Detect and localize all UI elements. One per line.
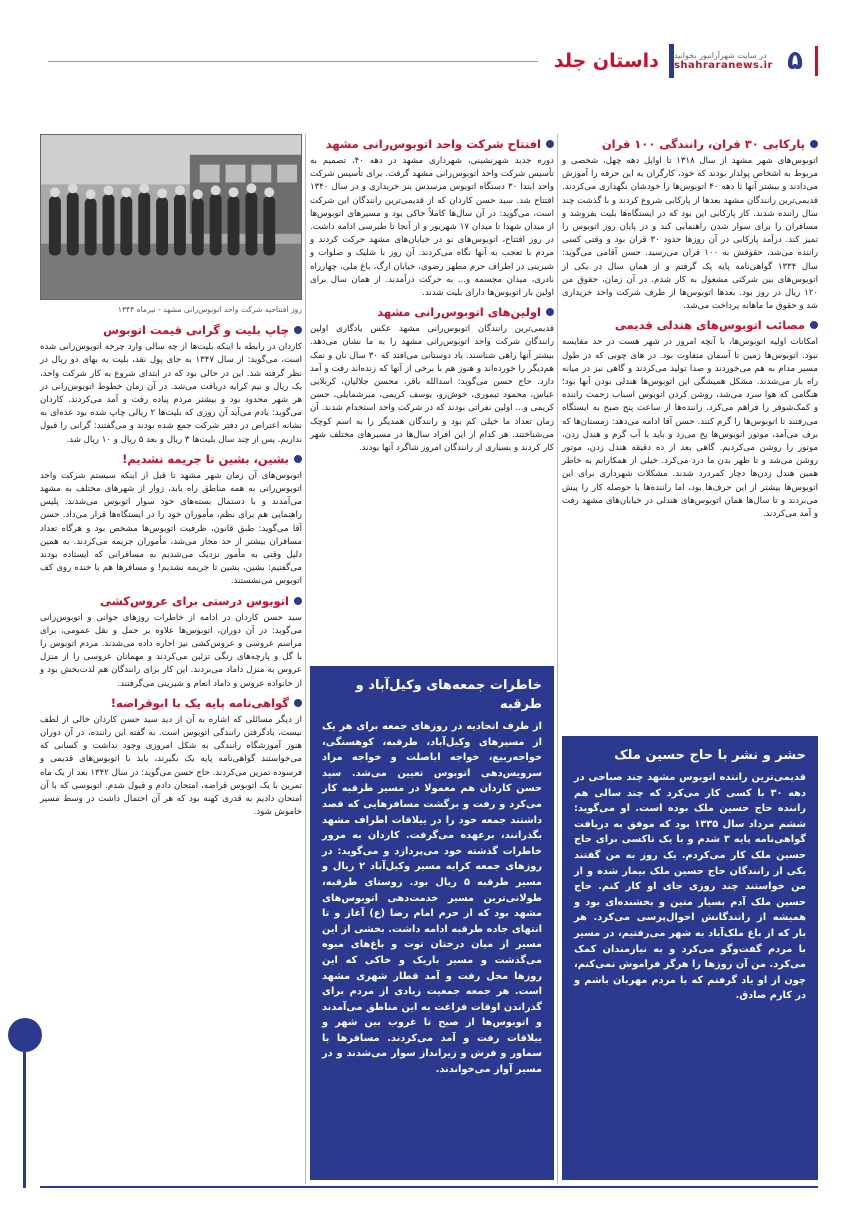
site-credit (674, 51, 773, 71)
article-column-left (40, 134, 302, 824)
heading-text: اتوبوس درستی برای عروس‌کشی (99, 593, 289, 608)
section-title: داستان جلد (553, 50, 659, 72)
paragraph: اتوبوس‌های آن زمان شهر مشهد تا قبل از اینکه سیستم شرکت واحد اتوبوس‌رانی به همه مناطق راه یابد، زوار از شهرهای مختلف به مشهد می‌آمدند و با دستمال بسته‌های خود سوار اتوبوس می‌شدند. پلیس راهنمایی هم برای نظم، مأموران خود را در ایستگاه‌ها قرار می‌داد. حسن آقا می‌گوید: طبق قانون، ظرفیت اتوبوس‌ها مشخص بود و هرگاه تعداد مسافران بیشتر از حد مجاز می‌شد، مأموران جریمه می‌کردند. به همین دلیل وقتی به مأمور نزدیک می‌شدیم به مسافرانی که ایستاده بودند می‌گفتیم: بشین، بشین تا جریمه نشدیم! و مسافرها هم با خنده روی کف اتوبوس می‌نشستند. (40, 470, 302, 587)
site-credit-label: در سایت شهرآرانیوز بخوانید (673, 51, 767, 60)
bullet-icon (294, 326, 302, 334)
section-label (546, 44, 674, 78)
section-heading (310, 304, 554, 320)
paragraph: قدیمی‌ترین رانندگان اتوبوس‌رانی مشهد عکس یادگاری اولین رانندگان شرکت واحد اتوبوس‌رانی مشهد را به ما نشان می‌دهد. بیشتر آنها راهی شناسند. یاد دوستانی می‌افتد که ۳۰ سال نان و نمک هم‌دیگر را خورده‌اند و هنوز هم با برخی از آنها که زنده‌اند رفت و آمد دارد. حاج حسن می‌گوید: اسدالله باقر، محسن جلالیان، کربلایی عباس، محمود تیموری، خوش‌رو، یوسف کریمی، میرشمایلی، حسن کریمی و... اولین نفراتی بودند که در شرکت واحد استخدام شدند. آن زمان تعداد ما خیلی کم بود و رانندگان همدیگر را به اسم کوچک می‌شناختند. هر کدام از این افراد سال‌ها در مسیرهای مختلف شهر کار کردند و بسیاری از رانندگان امروز شاگرد آنها بودند. (310, 324, 554, 454)
bullet-icon (810, 140, 818, 148)
paragraph: دوره جدید شهرنشینی، شهرداری مشهد در دهه ۴۰، تصمیم به تأسیس شرکت واحد اتوبوس‌رانی مشهد گرفت. برای تأسیس شرکت واحد ابتدا ۳۰ دستگاه اتوبوس مرسدس بنز خریداری و در سال ۱۳۴۰ افتتاح شد. سید حسن کاردان که از قدیمی‌ترین رانندگان این شرکت است، می‌گوید: در آن سال‌ها کاملاً خاکی بود و مسیرهای اتوبوس‌ها از میدان شهدا تا میدان ۱۷ شهریور و از آنجا تا طبرسی ادامه داشت. در روز افتتاح، اتوبوس‌های نو در خیابان‌های مشهد حرکت کردند و مردم با تعجب به آنها نگاه می‌کردند. آن روز با شلیک و صلوات و شیرینی در اطراف حرم مطهر رضوی، خیابان ارگ، باغ ملی، چهارراه نادری، میدان مجسمه و... به حرکت درآمدند. از همان سال برای اولین بار اتوبوس‌ها دارای بلیت شدند. (310, 156, 554, 299)
decorative-line (23, 1052, 26, 1188)
bullet-icon (546, 140, 554, 148)
bullet-icon (294, 455, 302, 463)
article-column-middle (310, 134, 554, 459)
section-heading (562, 317, 818, 333)
header-accent-bar (815, 46, 818, 76)
box-title: حشر و نشر با حاج حسین ملک (614, 748, 806, 763)
column-divider (557, 134, 558, 1184)
bus-group-photo-icon (41, 135, 301, 299)
bullet-icon (294, 699, 302, 707)
paragraph: سید حسن کاردان در ادامه از خاطرات روزهای جوانی و اتوبوس‌رانی می‌گوید: در آن دوران، اتوبوس‌ها علاوه بر حمل و نقل عمومی، برای مراسم عروسی و عروس‌کشی نیز اجاره داده می‌شدند. مردم اتوبوس را با گل و پارچه‌های رنگی تزئین می‌کردند و مهمانان عروسی را از منزل عروس به منزل داماد می‌بردند. این کار برای رانندگان هم لذت‌بخش بود و از خانواده عروس و داماد انعام و شیرینی می‌گرفتند. (40, 612, 302, 689)
section-heading (40, 451, 302, 467)
photo-caption: روز افتتاحیه شرکت واحد اتوبوس‌رانی مشهد - تیرماه ۱۳۴۴ (117, 305, 302, 314)
heading-text: مصائب اتوبوس‌های هندلی قدیمی (614, 318, 805, 333)
header-rule (48, 61, 538, 62)
bullet-icon (294, 597, 302, 605)
archive-photo (40, 134, 302, 300)
section-heading (40, 695, 302, 711)
section-heading (310, 136, 554, 152)
site-url[interactable]: shahraranews.ir (673, 60, 773, 71)
section-heading (40, 593, 302, 609)
paragraph: امکانات اولیه اتوبوس‌ها، با آنچه امروز در شهر هست در حد مقایسه نبود. اتوبوس‌ها زمین تا آسمان متفاوت بود. در های چوبی که در طول مسیر مدام به هم می‌خوردند و صدا تولید می‌کردند و گاهی نیز در میانه راه باز می‌شدند. مشکل همیشگی این اتوبوس‌ها هندلی بودن آنها بود؛ هنگامی که هوا سرد می‌شد، روشن کردن اتوبوس اسباب زحمت راننده و کمک‌شوفر را فراهم می‌کرد. راننده‌ها از ساعت پنج صبح به ایستگاه می‌رفتند تا اتوبوس‌ها را گرم کنند. حسن آقا ادامه می‌دهد: زمستان‌ها که برف می‌آمد، موتور اتوبوس‌ها یخ می‌زد و باید با آب گرم و هندل زدن، موتور را روشن می‌کردیم. گاهی بعد از ده دقیقه هندل زدن، موتور روشن می‌شد و تا ظهر بدن ما درد می‌کرد. خیلی از همکارانم به خاطر همین هندل زدن‌ها دچار کمردرد شدند. مشکلات شهرداری برای این اتوبوس‌ها بیشتر از این حرف‌ها بود، اما راننده‌ها با حوصله کار را پیش می‌بردند و تا سال‌ها همان اتوبوس‌های هندلی در خیابان‌های مشهد رفت و آمد می‌کردند. (562, 337, 818, 520)
sidebar-box-memories (310, 666, 554, 1180)
page-header (40, 40, 818, 82)
column-divider (305, 134, 306, 1184)
paragraph: کاردان در رابطه با اینکه بلیت‌ها از چه سالی وارد چرخه اتوبوس‌رانی شده است، می‌گوید: از سال ۱۳۴۷ به جای پول نقد، بلیت به بهای دو ریال در نظر گرفته شد. این در حالی بود که در ابتدای شروع به کار شرکت واحد، یک ریال و نیم کرایه دریافت می‌شد. در آن زمان خطوط اتوبوس‌رانی در هر شهر محدود بود و بیشتر مردم پیاده رفت و آمد می‌کردند. کاردان می‌گوید: یادم می‌آید آن روزی که بلیت‌ها ۲ ریالی چاپ شده بود عده‌ای به نشانه اعتراض در دفتر شرکت جمع شده بودند و می‌گفتند: گرانی را قبول نداریم. پس از چند سال بلیت‌ها ۳ ریال و بعد ۵ ریال و ۱۰ ریال شد. (40, 342, 302, 445)
heading-text: اولین‌های اتوبوس‌رانی مشهد (377, 305, 541, 320)
box-title: خاطرات جمعه‌های وکیل‌آباد و طرقبه (355, 678, 542, 712)
sidebar-box-haj-hossein (562, 736, 818, 1180)
bullet-icon (546, 308, 554, 316)
page-number: ۵ (787, 46, 803, 76)
decorative-circle-icon (8, 1018, 42, 1052)
heading-text: پارکابی ۳۰ قران، رانندگی ۱۰۰ قران (601, 137, 805, 151)
box-body: قدیمی‌ترین راننده اتوبوس مشهد چند صباحی در دهه ۳۰ با کسی کار می‌کرد که چند سالی هم راننده حاج حسین ملک بوده است. او می‌گوید: ششم مرداد سال ۱۳۳۵ بود که موفق به دریافت گواهی‌نامه پایه ۳ شدم و با یک تاکسی برای حاج حسین ملک کار می‌کردم. یک روز به من گفتند یکی از رانندگان حاج حسین ملک بیمار شده و از من خواستند چند روزی جای او کار کنم. حاج حسین ملک آدم بسیار متین و بخشنده‌ای بود و همیشه از رانندگانش احوال‌پرسی می‌کرد. هر بار که از باغ ملک‌آباد به شهر می‌رفتیم، در مسیر با مردم گفت‌وگو می‌کرد و به نیازمندان کمک می‌کرد. من آن روزها را هرگز فراموش نمی‌کنم، چون از او یاد گرفتم که با مردم مهربان باشم و در کارم صادق. (574, 772, 806, 1002)
heading-text: چاپ بلیت و گرانی قیمت اتوبوس (103, 323, 289, 338)
heading-text: گواهی‌نامه پایه یک با ابوقراضه! (110, 695, 289, 710)
paragraph: اتوبوس‌های شهر مشهد از سال ۱۳۱۸ تا اوایل دهه چهل، شخصی و مربوط به اشخاص پولدار بودند که خود، کارگران به این حرفه را آموزش می‌دادند و بیشتر آنها تا دهه ۴۰ اتوبوس‌ها را خودشان نگهداری می‌کردند. قدیمی‌ترین رانندگان مشهد بعدها از پارکابی شروع کردند و با گذشت چند سال راننده شدند. کار پارکابی این بود که در ایستگاه‌ها بلیت بفروشد و مسافران را برای سوار شدن راهنمایی کند و در پایان روز اتوبوس را تمیز کند. درآمد پارکابی در آن روزها حدود ۳۰ قران بود و وقتی کسی راننده می‌شد، حقوقش به ۱۰۰ قران می‌رسید. حسن آقامی می‌گوید: سال ۱۳۳۴ گواهی‌نامه پایه یک گرفتم و از همان سال در یکی از اتوبوس‌های بین شرکتی مشغول به کار شدم. در آن زمان، حقوق من ۱۲۰ ریال در روز بود. بعدها اتوبوس‌ها از طرف شرکت واحد خریداری شد و حقوق ما ماهانه پرداخت می‌شد. (562, 156, 819, 312)
footer-rule (40, 1186, 818, 1188)
section-heading (40, 322, 302, 338)
box-body: از طرف اتحادیه در روزهای جمعه برای هر یک از مسیرهای وکیل‌آباد، طرقبه، کوهسنگی، خواجه‌ربیع، خواجه اباصلت و خواجه مراد سرویس‌دهی اتوبوس تعیین می‌شد. سید حسن کاردان هم معمولا در مسیر طرقبه کار می‌کرد و رفت و برگشت مسافرهایی که قصد داشتند جمعه خود را در ییلاقات اطراف مشهد بگذرانند، برعهده می‌گرفت. کاردان به مرور خاطرات گذشته خود می‌پردازد و می‌گوید: در روزهای جمعه کرایه مسیر وکیل‌آباد ۲ ریال و مسیر طرقبه ۵ ریال بود. روستای طرقبه، طولانی‌ترین مسیر خدمت‌دهی اتوبوس‌های مشهد بود که از حرم امام رضا (ع) آغاز و تا انتهای جاده طرقبه ادامه داشت. بخشی از این مسیر از میان درختان توت و باغ‌های میوه می‌گذشت و مسیر باریک و خاکی که این روزها محل رفت و آمد قطار شهری مشهد است. هر جمعه جمعیت زیادی از مردم برای گذراندن اوقات فراغت به این مناطق می‌آمدند و اتوبوس‌ها از صبح تا غروب بین شهر و ییلاقات رفت و آمد می‌کردند. مسافرها با سماور و فرش و زیرانداز سوار می‌شدند و در مسیر آواز می‌خواندند. (322, 721, 542, 1076)
article-column-right (562, 134, 818, 525)
paragraph: از دیگر مسائلی که اشاره به آن از دید سید حسن کاردان خالی از لطف نیست، یادگرفتن رانندگی اتوبوس است. به گفته این راننده، در آن دوران هنوز آموزشگاه رانندگی به شکل امروزی وجود نداشت و کسانی که می‌خواستند گواهی‌نامه پایه یک بگیرند، باید با اتوبوس‌های قدیمی و فرسوده تمرین می‌کردند. حاج حسن می‌گوید: در سال ۱۳۴۲ بعد از یک ماه تمرین با یک اتوبوس قراضه، امتحان دادم و قبول شدم. اتوبوسی که با آن امتحان دادیم به قدری کهنه بود که هر آن احتمال داشت در وسط مسیر خاموش شود. (40, 714, 302, 818)
bullet-icon (810, 321, 818, 329)
heading-text: افتتاح شرکت واحد اتوبوس‌رانی مشهد (325, 137, 541, 151)
heading-text: بشین، بشین تا جریمه نشدیم! (122, 451, 289, 466)
section-heading (562, 136, 818, 152)
